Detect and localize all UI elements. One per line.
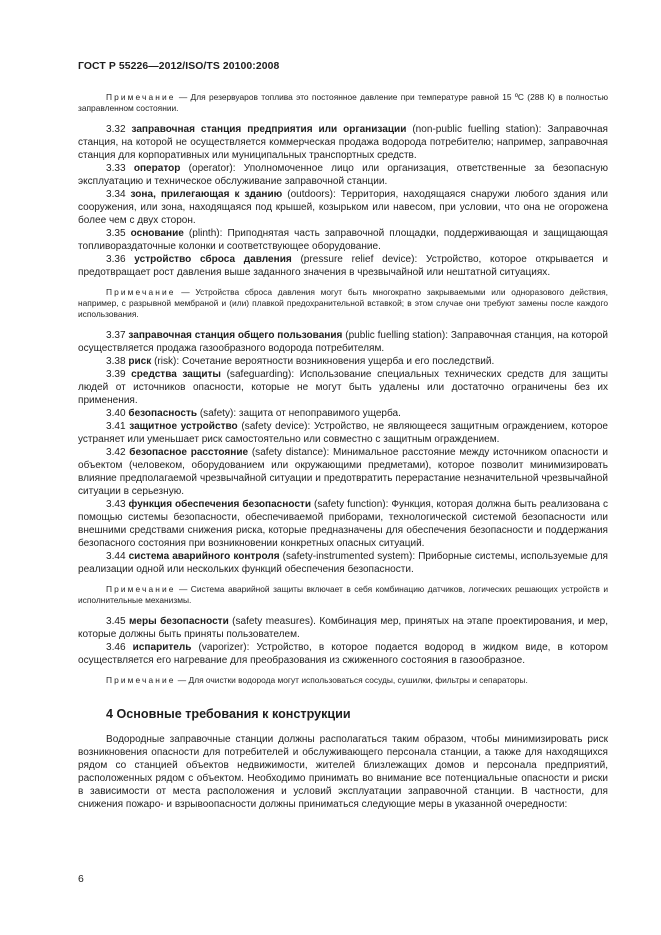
note-text: Для очистки водорода могут использоваться сосуды, сушилки, фильтры и сепараторы. (188, 675, 528, 685)
term-entry: 3.38 риск (risk): Сочетание вероятности возникновения ущерба и его последствий. (106, 356, 495, 367)
term-entry: 3.39 средства защиты (safeguarding): Использование специальных технических средств для защиты людей от источников опасности, которые не могут быть удалены или достаточно ограничены без их применения. (78, 369, 609, 406)
term-entry: 3.34 зона, прилегающая к зданию (outdoors): Территория, находящаяся снаружи любого здания или сооружения, или зона, находящаяся под крышей, козырьком или навесом, при условии, что она не огорожена более чем с двух сторон. (78, 189, 609, 226)
document-body (78, 92, 608, 811)
term-title: основание (130, 228, 184, 239)
term-entry: 3.40 безопасность (safety): защита от непоправимого ущерба. (106, 408, 401, 419)
term-entry: 3.44 система аварийного контроля (safety-instrumented system): Приборные системы, используемые для реализации одной или нескольких функций обеспечения безопасности. (78, 551, 608, 575)
term-title: заправочная станция предприятия или организации (131, 124, 407, 135)
term-title: устройство сброса давления (134, 254, 292, 265)
note-text: Система аварийной защиты включает в себя комбинацию датчиков, логических решающих устройств и исполнительные механизмы. (78, 584, 609, 605)
term-entry: 3.41 защитное устройство (safety device): Устройство, не являющееся защитным ограждением, которое устраняет или уменьшает риск самостоятельно или совместно с защитным ограждением. (78, 421, 608, 445)
term-title: средства защиты (131, 369, 222, 380)
note-label: Примечание (106, 675, 176, 685)
term-entry: 3.36 устройство сброса давления (pressure relief device): Устройство, которое открывается и предотвращает рост давления выше заданного значения в чрезвычайной или нештатной ситуациях. (78, 254, 609, 278)
term-title: зона, прилегающая к зданию (130, 189, 283, 200)
term-entry: 3.37 заправочная станция общего пользования (public fuelling station): Заправочная станция, на которой осуществляется продажа газообразного водорода потребителям. (78, 330, 609, 354)
term-title: функция обеспечения безопасности (128, 499, 312, 510)
note: Примечание — Устройства сброса давления могут быть многократно закрываемыми или одноразового действия, например, с разрывной мембраной и (или) плавкой предохранительной вставкой; в этом случае они требуют замены после каждого использования. (78, 287, 608, 319)
page-number: 6 (78, 874, 84, 885)
note-label: Примечание (106, 92, 176, 102)
term-entry: 3.33 оператор (operator): Уполномоченное лицо или организация, ответственные за безопасную эксплуатацию и техническое обслуживание заправочной станции. (78, 163, 608, 187)
term-entry: 3.46 испаритель (vaporizer): Устройство, в которое подается водород в жидком виде, в котором осуществляется его нагревание для преобразования из сжиженного состояния в газообразное. (78, 642, 608, 666)
note-text: Устройства сброса давления могут быть многократно закрываемыми или одноразового действия, например, с разрывной мембраной и (или) плавкой предохранительной вставкой; в этом случае они требуют замены после каждого использования. (78, 287, 608, 319)
term-entry: 3.43 функция обеспечения безопасности (safety function): Функция, которая должна быть реализована с помощью системы безопасности, обеспечиваемой приборами, технологической системой безопасности или внешними средствами снижения риска, которые предназначены для обеспечения безопасности и поддержания безопасного состояния при возникновении конкретных опасных ситуаций. (78, 499, 608, 549)
section-paragraph: Водородные заправочные станции должны располагаться таким образом, чтобы минимизировать риск возникновения опасности для потребителей и обслуживающего персонала станции, а также для находящихся рядом со станцией объектов недвижимости, жителей близлежащих домов и персонала предприятий, расположенных рядом с объектом. Необходимо принимать во внимание все потенциальные опасности и риски в зависимости от места расположения и условий эксплуатации заправочной станции. В частности, для снижения пожаро- и взрывоопасности должны приниматься следующие меры в указанной очередности: (78, 734, 608, 810)
term-title: защитное устройство (129, 421, 238, 432)
note-label: Примечание (106, 287, 176, 297)
section-title: 4 Основные требования к конструкции (106, 707, 351, 721)
term-entry: 3.32 заправочная станция предприятия или организации (non-public fuelling station): Заправочная станция, на которой не осуществляется коммерческая продажа водорода потребителю; например, заправочная станция для корпоративных или муниципальных транспортных средств. (78, 124, 609, 161)
note: Примечание — Система аварийной защиты включает в себя комбинацию датчиков, логических решающих устройств и исполнительные механизмы. (78, 584, 609, 605)
term-entry: 3.35 основание (plinth): Приподнятая часть заправочной площадки, поддерживающая и защищающая топливораздаточные колонки и соответствующее оборудование. (78, 228, 608, 252)
note: Примечание — Для очистки водорода могут использоваться сосуды, сушилки, фильтры и сепараторы. (106, 675, 528, 685)
term-entry: 3.45 меры безопасности (safety measures). Комбинация мер, принятых на этапе проектирования, и мер, которые должны быть приняты пользователем. (78, 616, 609, 640)
term-title: меры безопасности (128, 616, 229, 627)
term-entry: 3.42 безопасное расстояние (safety distance): Минимальное расстояние между источником опасности и объектом (человеком, оборудованием или окружающими предметами), которое позволит минимизировать влияние предполагаемой чрезвычайной ситуации и предотвратить перерастание незначительной чрезвычайной ситуации в серьезную. (78, 447, 608, 497)
note: Примечание — Для резервуаров топлива это постоянное давление при температуре равной 15 ºC (288 К) в полностью заправленном состоянии. (78, 92, 608, 113)
note-label: Примечание (106, 584, 176, 594)
term-title: оператор (133, 163, 181, 174)
term-title: безопасное расстояние (129, 447, 249, 458)
term-title: риск (128, 356, 152, 367)
note-text: Для резервуаров топлива это постоянное давление при температуре равной 15 ºC (288 К) в полностью заправленном состоянии. (78, 92, 608, 113)
term-title: система аварийного контроля (128, 551, 280, 562)
term-title: испаритель (132, 642, 192, 653)
term-title: безопасность (128, 408, 198, 419)
document-header: ГОСТ Р 55226—2012/ISO/TS 20100:2008 (78, 61, 280, 72)
term-title: заправочная станция общего пользования (128, 330, 343, 341)
